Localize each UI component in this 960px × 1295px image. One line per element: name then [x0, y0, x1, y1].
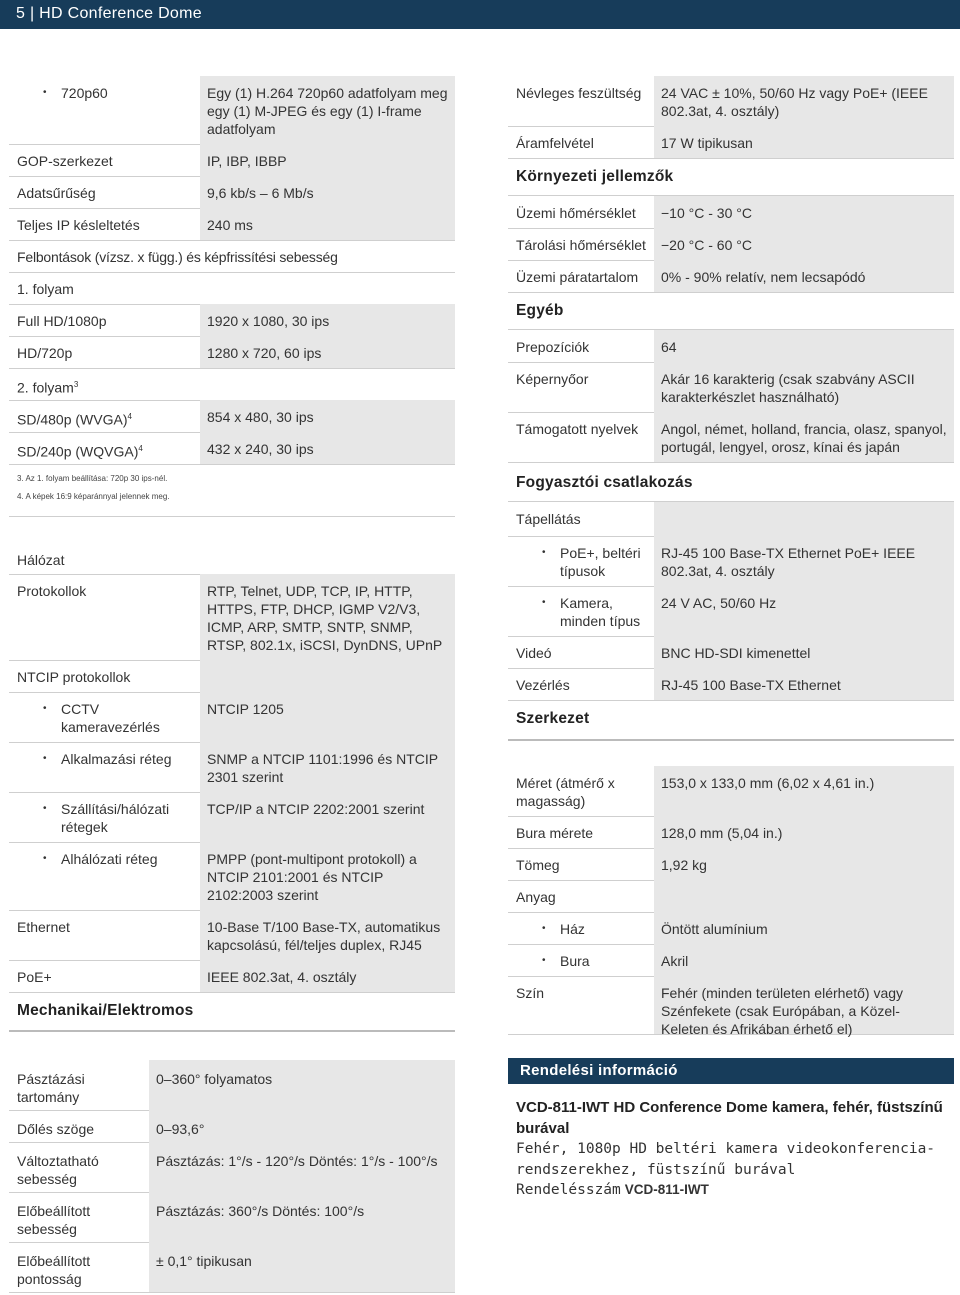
spec-row: [9, 304, 455, 337]
footnote-ref: 3: [73, 380, 79, 389]
row-label: Prepozíciók: [516, 339, 590, 355]
order-info-heading: Rendelési információ: [520, 1062, 678, 1079]
row-label: NTCIP protokollok: [17, 669, 131, 685]
row-value: IP, IBP, IBBP: [207, 153, 287, 169]
right-column: [508, 0, 954, 1295]
row-label: Bura mérete: [516, 825, 594, 841]
spec-row: [9, 76, 455, 145]
row-label: PoE+: [17, 969, 52, 985]
row-value: Akril: [661, 953, 689, 969]
row-value: RTP, Telnet, UDP, TCP, IP, HTTP, HTTPS, FTP, DHCP, IGMP V2/V3, ICMP, ARP, SMTP, SNTP, SNMP, RTSP, 802.1x, iSCSI, DynDNS, UPnP: [207, 583, 443, 653]
stream2-row: [9, 368, 455, 401]
spec-row: [9, 910, 455, 961]
row-value: 10-Base T/100 Base-TX, automatikus kapcsolású, fél/teljes duplex, RJ45: [207, 919, 441, 953]
stream1-label: 1. folyam: [17, 281, 74, 297]
spec-row: [9, 1110, 455, 1143]
row-value: 1,92 kg: [661, 857, 707, 873]
row-label: Ethernet: [17, 919, 70, 935]
order-number-label: Rendelésszám: [516, 1182, 621, 1198]
row-value: PMPP (pont-multipont protokoll) a NTCIP 2101:2001 és NTCIP 2102:2003 szerint: [207, 851, 417, 903]
spec-row: [9, 1242, 455, 1293]
row-label: SD/480p (WVGA)$^4$: [17, 411, 132, 428]
row-value: Fehér (minden területen elérhető) vagy Szénfekete (csak Európában, a Közel-Keleten és Afrikában érhető el): [661, 985, 904, 1037]
environment-heading: Környezeti jellemzők: [516, 168, 674, 185]
row-label: Adatsűrűség: [17, 185, 96, 201]
section-rule: [508, 739, 954, 741]
row-value: 1280 x 720, 60 ips: [207, 345, 322, 361]
spec-row: [508, 412, 954, 463]
spec-row: [9, 400, 455, 433]
row-value: 9,6 kb/s – 6 Mb/s: [207, 185, 314, 201]
spec-row: [508, 944, 954, 977]
spec-row: [9, 1060, 455, 1111]
row-value: 153,0 x 133,0 mm (6,02 x 4,61 in.): [661, 775, 875, 791]
spec-row: [508, 502, 954, 537]
row-value: 1920 x 1080, 30 ips: [207, 313, 330, 329]
row-label: Áramfelvétel: [516, 135, 594, 151]
spec-row: [508, 228, 954, 261]
spec-row: [508, 586, 954, 637]
spec-row: [508, 668, 954, 701]
row-value: SNMP a NTCIP 1101:1996 és NTCIP 2301 szerint: [207, 751, 438, 785]
row-value: NTCIP 1205: [207, 701, 284, 717]
spec-row: [508, 76, 954, 127]
row-label: Tömeg: [516, 857, 560, 873]
row-label: Protokollok: [17, 583, 87, 599]
spec-row: [9, 1142, 455, 1193]
row-value: IEEE 802.3at, 4. osztály: [207, 969, 357, 985]
row-value: Öntött alumínium: [661, 921, 768, 937]
misc-heading: Egyéb: [516, 302, 564, 319]
spec-row: [9, 692, 455, 743]
bullet-dot: •: [43, 753, 47, 764]
row-shade: [654, 880, 954, 912]
network-heading-row: [9, 542, 455, 575]
row-label: Szállítási/hálózati rétegek: [61, 801, 170, 835]
spec-row: [508, 848, 954, 881]
footnote: 3. Az 1. folyam beállítása: 720p 30 ips-nél.: [17, 474, 168, 483]
spec-row: [508, 126, 954, 159]
order-info-bar: [508, 1058, 954, 1084]
row-label: Alkalmazási réteg: [61, 751, 172, 767]
row-label: Tápellátás: [516, 511, 581, 527]
row-value: 432 x 240, 30 ips: [207, 441, 314, 457]
bullet-dot: •: [43, 87, 47, 98]
page-header-title: 5 | HD Conference Dome: [16, 5, 202, 22]
spec-row: [9, 432, 455, 465]
row-label: Üzemi páratartalom: [516, 269, 639, 285]
spec-row: [9, 792, 455, 843]
row-label: Képernyőor: [516, 371, 589, 387]
spec-row: [9, 144, 455, 177]
spec-row: [508, 816, 954, 849]
footnote-ref: 4: [127, 412, 132, 421]
row-value: RJ-45 100 Base-TX Ethernet PoE+ IEEE 802.3at, 4. osztály: [661, 545, 916, 579]
row-label: Kamera, minden típus: [560, 595, 641, 629]
resolution-heading: Felbontások (vízsz. x függ.) és képfrissítési sebesség: [17, 249, 338, 265]
section-rule: [9, 516, 455, 517]
spec-row: [9, 960, 455, 993]
order-number-line: [516, 1181, 709, 1199]
row-value: 854 x 480, 30 ips: [207, 409, 314, 425]
row-label: Szín: [516, 985, 545, 1001]
row-label: Pásztázási tartomány: [17, 1071, 85, 1105]
row-label: CCTV kameravezérlés: [61, 701, 160, 735]
spec-row: [9, 742, 455, 793]
bullet-dot: •: [542, 955, 546, 966]
bullet-dot: •: [542, 547, 546, 558]
row-label: SD/240p (WQVGA)$^4$: [17, 443, 143, 460]
row-label: Előbeállított sebesség: [17, 1203, 91, 1237]
left-column: [9, 0, 455, 1295]
footnote: 4. A képek 16:9 képaránnyal jelennek meg.: [17, 492, 170, 501]
spec-row: [508, 912, 954, 945]
res-heading-row: [9, 240, 455, 273]
spec-row: [9, 336, 455, 369]
order-description: Fehér, 1080p HD beltéri kamera videokonferencia-rendszerekhez, füstszínű burával: [516, 1141, 936, 1178]
row-value: 24 V AC, 50/60 Hz: [661, 595, 777, 611]
row-label: PoE+, beltéri típusok: [560, 545, 641, 579]
row-label: Támogatott nyelvek: [516, 421, 639, 437]
row-label: Teljes IP késleltetés: [17, 217, 140, 233]
row-value: Egy (1) H.264 720p60 adatfolyam meg egy (1) M-JPEG és egy (1) I-frame adatfolyam: [207, 85, 448, 137]
spec-row: [508, 636, 954, 669]
bullet-dot: •: [542, 597, 546, 608]
row-label: Anyag: [516, 889, 556, 905]
stream2-label: 2. folyam$^3$: [17, 379, 79, 396]
spec-row: [9, 176, 455, 209]
row-value: 24 VAC ± 10%, 50/60 Hz vagy PoE+ (IEEE 802.3at, 4. osztály): [661, 85, 928, 119]
row-label: Full HD/1080p: [17, 313, 107, 329]
spec-row: [9, 842, 455, 911]
row-label: Előbeállított pontosság: [17, 1253, 91, 1287]
row-value: 0–93,6°: [156, 1121, 205, 1137]
row-label: Bura: [560, 953, 590, 969]
row-value: 128,0 mm (5,04 in.): [661, 825, 783, 841]
connections-heading: Fogyasztói csatlakozás: [516, 474, 693, 491]
bullet-dot: •: [43, 853, 47, 864]
row-label: 720p60: [61, 85, 108, 101]
spec-row: [508, 766, 954, 817]
row-value: −10 °C - 30 °C: [661, 205, 752, 221]
bullet-dot: •: [43, 703, 47, 714]
row-label: Üzemi hőmérséklet: [516, 205, 636, 221]
spec-row: [9, 208, 455, 241]
row-value: Akár 16 karakterig (csak szabvány ASCII karakterkészlet használható): [661, 371, 915, 405]
network-heading: Hálózat: [17, 552, 65, 568]
row-value: −20 °C - 60 °C: [661, 237, 752, 253]
row-label: HD/720p: [17, 345, 73, 361]
row-value: 0–360° folyamatos: [156, 1071, 273, 1087]
row-label: Tárolási hőmérséklet: [516, 237, 646, 253]
stream1-row: [9, 272, 455, 305]
order-number: VCD-811-IWT: [624, 1182, 709, 1197]
row-value: Pásztázás: 360°/s Döntés: 100°/s: [156, 1203, 365, 1219]
spec-row: [508, 362, 954, 413]
row-value: 240 ms: [207, 217, 253, 233]
row-shade: [200, 660, 455, 692]
row-shade: [654, 502, 954, 536]
order-product-title: VCD-811-IWT HD Conference Dome kamera, fehér, füstszínű burával: [516, 1099, 943, 1137]
row-value: TCP/IP a NTCIP 2202:2001 szerint: [207, 801, 425, 817]
row-label: Alhálózati réteg: [61, 851, 158, 867]
bullet-dot: •: [542, 923, 546, 934]
spec-row: [9, 1192, 455, 1243]
spec-row: [508, 260, 954, 293]
row-value: 17 W tipikusan: [661, 135, 753, 151]
row-value: 0% - 90% relatív, nem lecsapódó: [661, 269, 866, 285]
row-value: 64: [661, 339, 677, 355]
spec-row: [508, 330, 954, 363]
row-label: Videó: [516, 645, 552, 661]
spec-row: [508, 196, 954, 229]
row-value: ± 0,1° tipikusan: [156, 1253, 252, 1269]
spec-row: [508, 976, 954, 1035]
row-value: RJ-45 100 Base-TX Ethernet: [661, 677, 841, 693]
row-label: Méret (átmérő x magasság): [516, 775, 615, 809]
row-label: Névleges feszültség: [516, 85, 642, 101]
row-value: Angol, német, holland, francia, olasz, spanyol, portugál, lengyel, orosz, kínai és japán: [661, 421, 947, 455]
footnote-ref: 4: [138, 444, 143, 453]
bullet-dot: •: [43, 803, 47, 814]
spec-row: [9, 574, 455, 661]
section-rule: [9, 1030, 455, 1032]
mechanical-heading: Mechanikai/Elektromos: [17, 1002, 194, 1019]
row-label: GOP-szerkezet: [17, 153, 113, 169]
spec-row: [508, 880, 954, 913]
row-label: Változtatható sebesség: [17, 1153, 99, 1187]
row-value: Pásztázás: 1°/s - 120°/s Döntés: 1°/s - 100°/s: [156, 1153, 438, 1169]
spec-row: [508, 536, 954, 587]
row-label: Ház: [560, 921, 585, 937]
row-value: BNC HD-SDI kimenettel: [661, 645, 811, 661]
row-label: Vezérlés: [516, 677, 570, 693]
row-label: Dőlés szöge: [17, 1121, 95, 1137]
spec-row: [9, 660, 455, 693]
construction-heading: Szerkezet: [516, 710, 590, 727]
